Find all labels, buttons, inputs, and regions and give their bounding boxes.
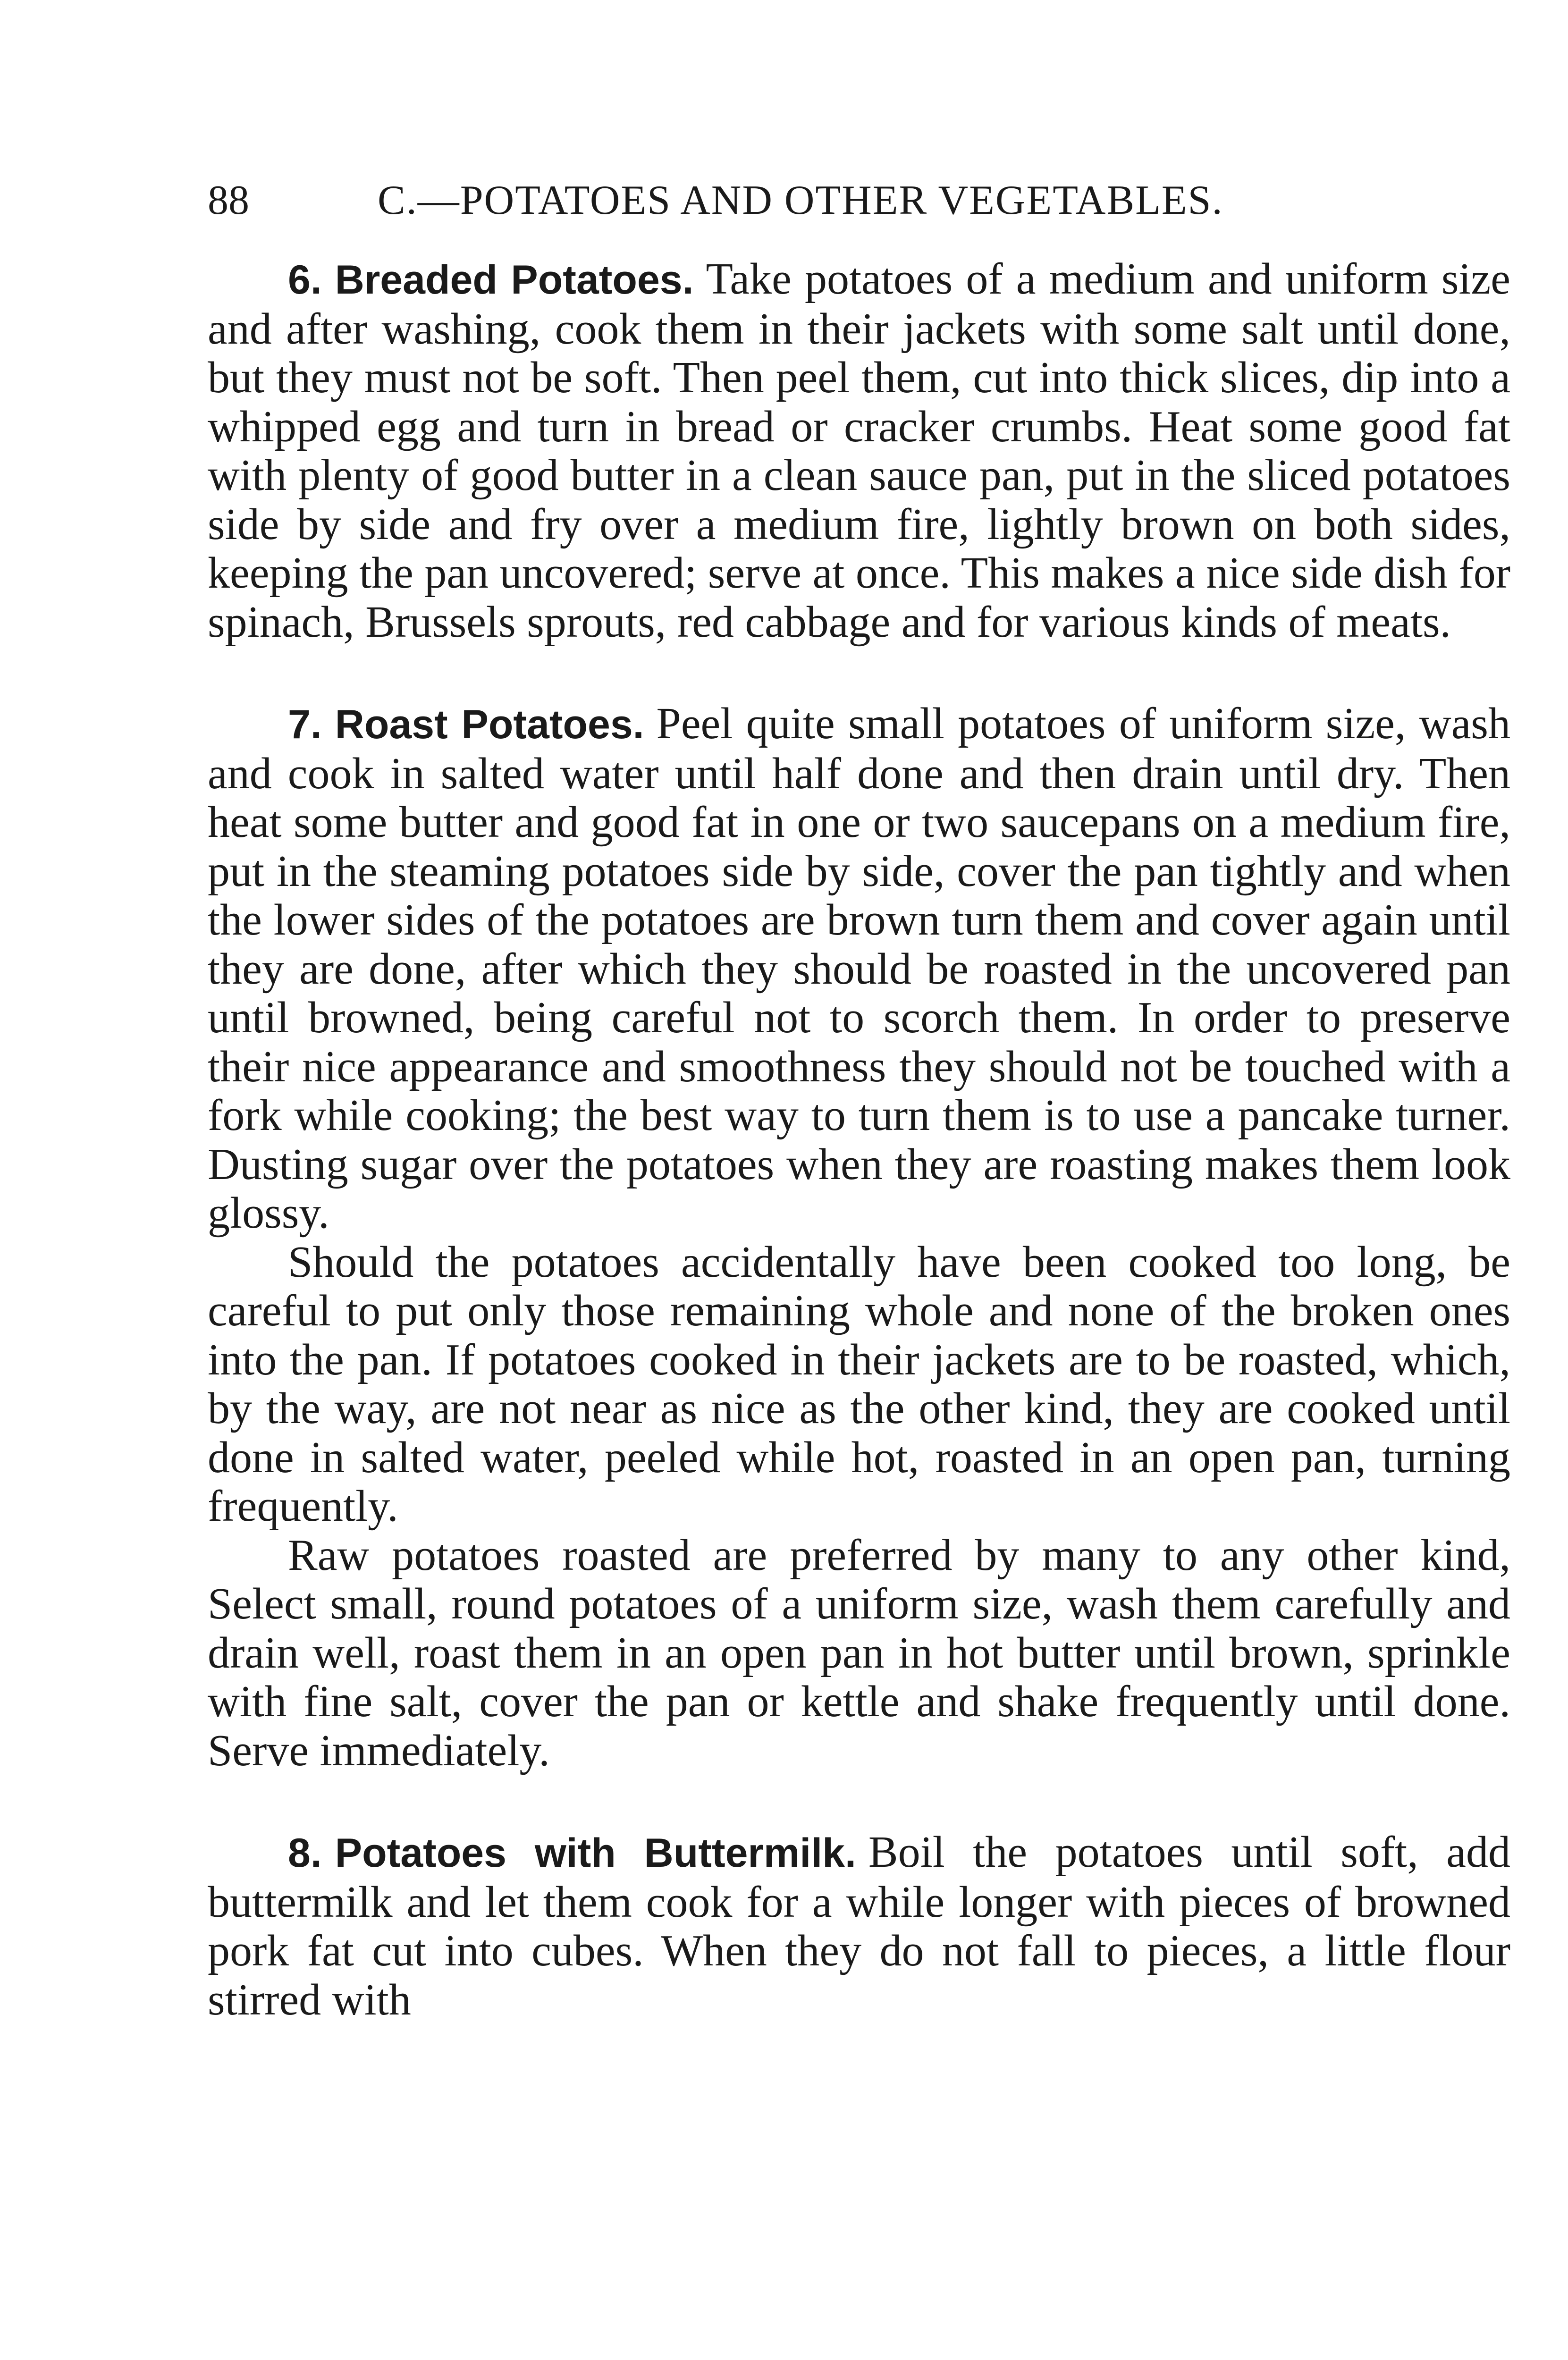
recipe-title: Breaded Potatoes. (335, 257, 694, 303)
recipe-number: 7. (288, 702, 322, 747)
recipe-roast-potatoes (208, 700, 1510, 1775)
recipe-title: Roast Potatoes. (335, 702, 644, 747)
recipe-paragraph (208, 1828, 1510, 2024)
recipe-text: Boil the potatoes until soft, add buttermilk and let them cook for a while longer with pieces of browned pork fat cut into cubes. When they do not fall to pieces, a little flour stirred with (208, 1828, 1510, 2024)
recipe-paragraph: Raw potatoes roasted are preferred by many to any other kind, Select small, round potatoes of a uniform size, wash them carefully and drain well, roast them in an open pan in hot butter until brown, sprinkle with fine salt, cover the pan or kettle and shake frequently until done. Serve immediately. (208, 1530, 1510, 1775)
recipe-paragraph (208, 700, 1510, 1238)
recipe-text: Take potatoes of a medium and uniform size and after washing, cook them in their jackets with some salt until done, but they must not be soft. Then peel them, cut into thick slices, dip into a whipped egg and turn in bread or cracker crumbs. Heat some good fat with plenty of good butter in a clean sauce pan, put in the sliced potatoes side by side and fry over a medium fire, lightly brown on both sides, keeping the pan uncovered; serve at once. This makes a nice side dish for spinach, Brussels sprouts, red cabbage and for various kinds of meats. (208, 254, 1510, 647)
book-page (208, 175, 1510, 2077)
recipe-potatoes-with-buttermilk (208, 1828, 1510, 2024)
section-title: C.—POTATOES AND OTHER VEGETABLES. (378, 177, 1223, 223)
recipe-text: Peel quite small potatoes of uniform size, wash and cook in salted water until half done and then drain until dry. Then heat some butter and good fat in one or two saucepans on a medium fire, put in the steaming potatoes side by side, cover the pan tightly and when the lower sides of the potatoes are brown turn them and cover again until they are done, after which they should be roasted in the uncovered pan until browned, being careful not to scorch them. In order to preserve their nice appearance and smoothness they should not be touched with a fork while cooking; the best way to turn them is to use a pancake turner. Dusting sugar over the potatoes when they are roasting makes them look glossy. (208, 699, 1510, 1238)
page-number: 88 (208, 177, 249, 223)
recipe-breaded-potatoes (208, 255, 1510, 647)
recipe-paragraph: Should the potatoes accidentally have been cooked too long, be careful to put only those remaining whole and none of the broken ones into the pan. If potatoes cooked in their jackets are to be roasted, which, by the way, are not near as nice as the other kind, they are cooked until done in salted water, peeled while hot, roasted in an open pan, turning frequently. (208, 1237, 1510, 1531)
recipe-number: 6. (288, 257, 322, 303)
recipe-paragraph (208, 255, 1510, 647)
recipe-title: Potatoes with Buttermilk. (335, 1830, 856, 1876)
running-head (208, 175, 1510, 227)
recipe-number: 8. (288, 1830, 322, 1876)
